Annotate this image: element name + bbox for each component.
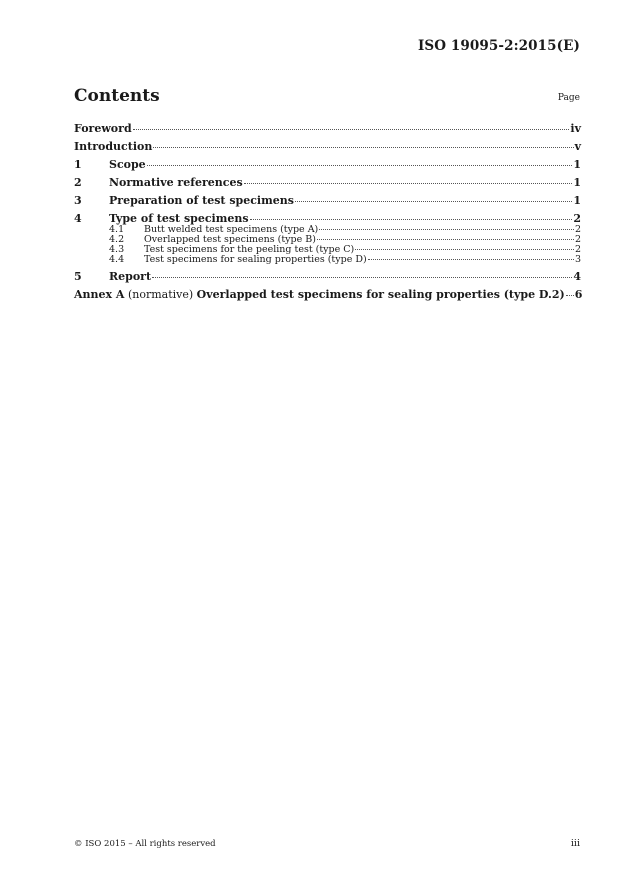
dot-leader [244,183,573,184]
toc-entry-number: 1 [74,158,82,171]
dot-leader [133,129,570,130]
dot-leader [566,295,574,296]
dot-leader [368,259,574,260]
toc-entry-title: Overlapped test specimens (type B) [144,234,316,245]
toc-entry-title: Test specimens for sealing properties (type D) [144,254,367,265]
toc-entry-page: iv [570,122,581,135]
toc-entry-page: v [574,140,581,153]
toc-entry-title: Scope [109,158,146,171]
toc-entry-page: 1 [573,158,581,171]
toc-entry-number: 4.1 [109,224,125,235]
toc-entry-title: Type of test specimens [109,212,249,225]
toc-entry-introduction[interactable] [74,140,581,153]
toc-entry-page: 2 [573,212,581,225]
table-of-contents [74,122,581,301]
toc-entry-foreword[interactable] [74,122,581,135]
toc-entry-preparation[interactable] [74,194,581,207]
toc-entry-number: 2 [74,176,82,189]
toc-entry-annex-a[interactable] [74,288,581,301]
toc-entry-number: 4.3 [109,244,125,255]
page-number: iii [570,838,580,849]
dot-leader [295,201,572,202]
dot-leader [152,277,572,278]
toc-entry-page: 4 [573,270,581,283]
toc-annex-title: Overlapped test specimens for sealing properties (type D.2) [196,288,565,301]
toc-entry-page: 2 [574,234,581,245]
toc-entry-page: 1 [573,194,581,207]
toc-entry-page: 3 [574,254,581,265]
toc-annex-qualifier-text: (normative) [127,288,194,301]
toc-entry-page: 2 [574,224,581,235]
toc-entry-page: 2 [574,244,581,255]
toc-entry-page: 6 [574,288,583,301]
toc-entry-title: Report [109,270,152,283]
toc-entry-number: 5 [74,270,82,283]
toc-annex-qualifier [124,288,196,301]
dot-leader [317,239,574,240]
toc-entry-title: Introduction [74,140,153,153]
toc-entry-scope[interactable] [74,158,581,171]
toc-entry-number: 4 [74,212,82,225]
toc-entry-number: 4.2 [109,234,125,245]
toc-entry-title: Preparation of test specimens [109,194,294,207]
toc-entry-title: Normative references [109,176,243,189]
dot-leader [147,165,573,166]
document-id: ISO 19095-2:2015(E) [417,38,580,54]
dot-leader [319,229,574,230]
toc-entry-report[interactable] [74,270,581,283]
toc-entry-normative-references[interactable] [74,176,581,189]
toc-entry-title: Test specimens for the peeling test (type C) [144,244,355,255]
toc-annex-label: Annex A [74,288,125,301]
contents-title: Contents [74,86,160,106]
dot-leader [153,147,573,148]
page-column-label: Page [557,93,580,103]
toc-subentry-4-4[interactable] [74,255,581,265]
dot-leader [355,249,574,250]
toc-entry-page: 1 [573,176,581,189]
toc-entry-number: 4.4 [109,254,125,265]
toc-entry-title: Butt welded test specimens (type A) [144,224,319,235]
copyright-notice: © ISO 2015 – All rights reserved [74,839,216,849]
toc-entry-title: Foreword [74,122,132,135]
toc-entry-number: 3 [74,194,82,207]
dot-leader [250,219,573,220]
